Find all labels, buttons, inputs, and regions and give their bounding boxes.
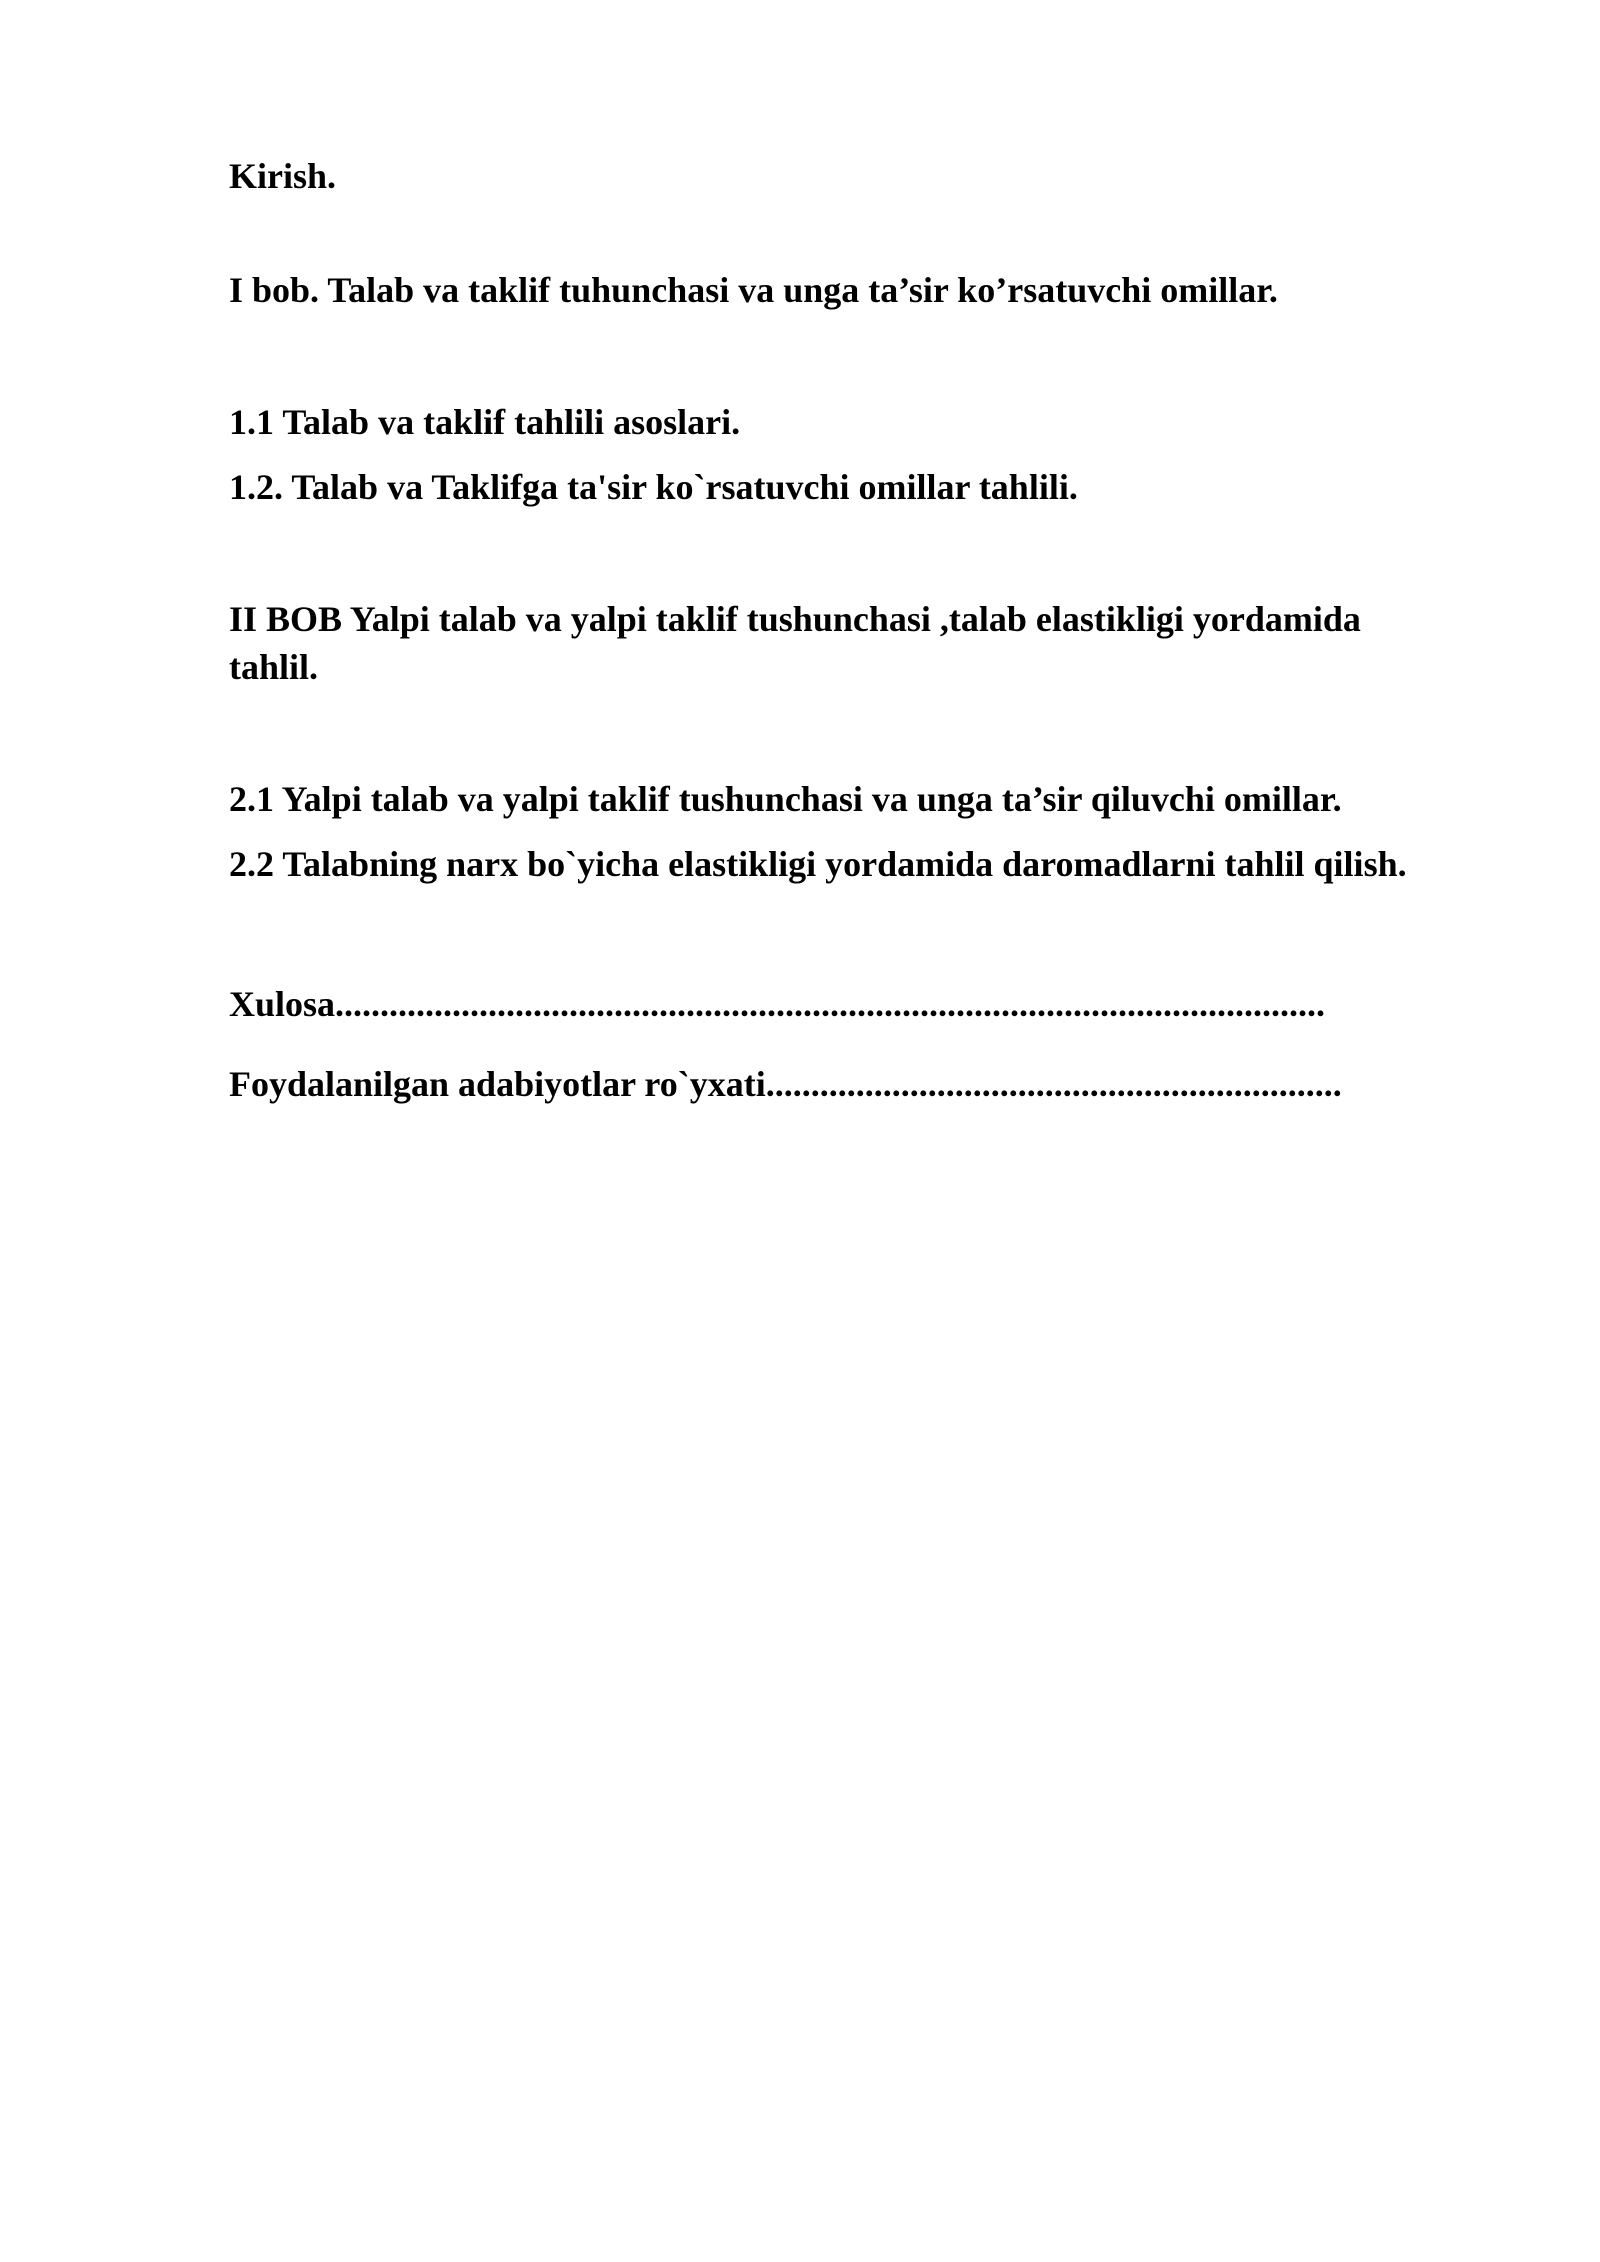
toc-intro: Kirish. — [229, 156, 337, 196]
toc-conclusion: Xulosa.............................................................................................................. — [229, 984, 1326, 1024]
toc-section-2-2: 2.2 Talabning narx bo`yicha elastikligi yordamida daromadlarni tahlil qilish. — [229, 844, 1407, 884]
toc-chapter-2: II BOB Yalpi talab va yalpi taklif tushunchasi ,talab elastikligi yordamida tahlil. — [229, 599, 1361, 687]
toc-section-2-1: 2.1 Yalpi talab va yalpi taklif tushunchasi va unga ta’sir qiluvchi omillar. — [229, 779, 1342, 819]
toc-chapter-1: I bob. Talab va taklif tuhunchasi va unga ta’sir ko’rsatuvchi omillar. — [229, 270, 1278, 310]
toc-section-1-1: 1.1 Talab va taklif tahlili asoslari. — [229, 402, 741, 442]
toc-section-1-2: 1.2. Talab va Taklifga ta'sir ko`rsatuvchi omillar tahlili. — [229, 467, 1078, 507]
toc-references: Foydalanilgan adabiyotlar ro`yxati................................................................ — [229, 1064, 1342, 1104]
